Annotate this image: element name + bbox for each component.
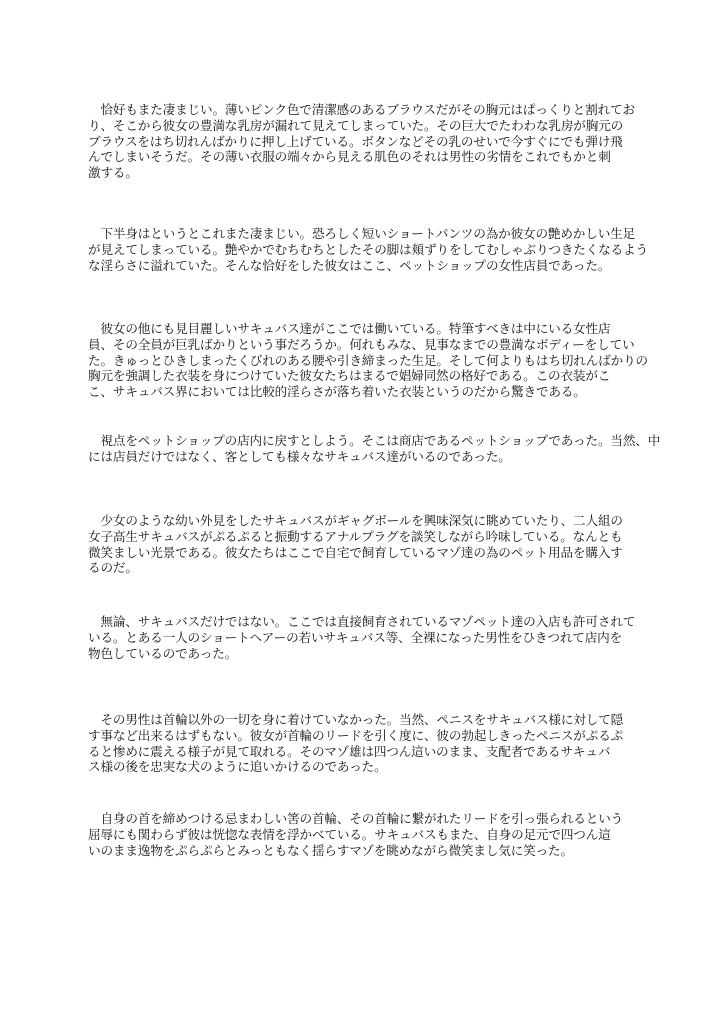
paragraph bbox=[88, 513, 648, 576]
text-line: 女子高生サキュバスがぷるぷると振動するアナルプラグを談笑しながら吟味している。なんとも bbox=[88, 528, 623, 544]
text-line: 微笑ましい光景である。彼女たちはここで自宅で飼育しているマゾ達の為のペット用品を購入す bbox=[88, 544, 623, 560]
text-line: いのまま逸物をぷらぷらとみっともなく揺らすマゾを眺めながら微笑まし気に笑った。 bbox=[88, 842, 573, 858]
paragraph bbox=[88, 614, 648, 661]
text-line: 員、その全員が巨乳ばかりという事だろうか。何れもみな、見事なまでの豊満なボディーをしてい bbox=[88, 336, 635, 352]
paragraph bbox=[88, 433, 661, 465]
text-line: 激する。 bbox=[88, 165, 138, 181]
text-line: な淫らさに溢れていた。そんな恰好をした彼女はここ、ペットショップの女性店員であった。 bbox=[88, 257, 611, 273]
text-line: た。きゅっとひきしまったくびれのある腰や引き締まった生足。そして何よりもはち切れんばかりの bbox=[88, 352, 648, 368]
text-line: その男性は首輪以外の一切を身に着けていなかった。当然、ペニスをサキュバス様に対して隠 bbox=[88, 712, 624, 727]
text-line: 自身の首を締めつける忌まわしい筈の首輪、その首輪に繋がれたリードを引っ張られるという bbox=[88, 811, 624, 826]
text-line: 彼女の他にも見目麗しいサキュバス達がここでは働いている。特筆すべきは中にいる女性店 bbox=[88, 321, 611, 336]
text-line: が見えてしまっている。艶やかでむちむちとしたその脚は頬ずりをしてむしゃぶりつきたくなるよう bbox=[88, 241, 648, 257]
text-line: 胸元を強調した衣装を身につけていた彼女たちはまるで娼婦同然の格好である。この衣装がこ bbox=[88, 368, 611, 384]
paragraph bbox=[88, 811, 648, 858]
text-line: 少女のような幼い外見をしたサキュバスがギャグボールを興味深気に眺めていたり、二人組の bbox=[88, 513, 623, 528]
text-line: いる。とある一人のショートヘアーの若いサキュバス等、全裸になった男性をひきつれて店内を bbox=[88, 629, 623, 645]
text-line: ると惨めに震える様子が見て取れる。そのマゾ雄は四つん這いのまま、支配者であるサキュバ bbox=[88, 743, 611, 759]
text-line: ブラウスをはち切れんばかりに押し上げている。ボタンなどその乳のせいで今すぐにでも弾け飛 bbox=[88, 133, 623, 149]
text-line: り、そこから彼女の豊満な乳房が漏れて見えてしまっていた。その巨大でたわわな乳房が胸元の bbox=[88, 117, 624, 133]
text-line: んでしまいそうだ。その薄い衣服の端々から見える肌色のそれは男性の劣情をこれでもかと刺 bbox=[88, 149, 611, 165]
text-line: 無論、サキュバスだけではない。ここでは直接飼育されているマゾペット達の入店も許可されて bbox=[88, 614, 636, 629]
text-line: には店員だけではなく、客としても様々なサキュバス達がいるのであった。 bbox=[88, 448, 511, 464]
text-line: す事など出来るはずもない。彼女が首輪のリードを引く度に、彼の勃起しきったペニスがぷるぷ bbox=[88, 727, 624, 743]
text-line: るのだ。 bbox=[88, 560, 138, 576]
text-line: 恰好もまた凄まじい。薄いピンク色で清潔感のあるブラウスだがその胸元はぱっくりと割れてお bbox=[88, 102, 635, 117]
text-line: 視点をペットショップの店内に戻すとしよう。そこは商店であるペットショップであった。当然、中 bbox=[88, 433, 661, 448]
paragraph bbox=[88, 102, 648, 181]
text-line: 下半身はというとこれまた凄まじい。恐ろしく短いショートパンツの為か彼女の艶めかしい生足 bbox=[88, 226, 636, 241]
paragraph bbox=[88, 321, 648, 400]
text-line: ス様の後を忠実な犬のように追いかけるのであった。 bbox=[88, 759, 387, 775]
paragraph bbox=[88, 712, 648, 775]
text-line: 屈辱にも関わらず彼は恍惚な表情を浮かべている。サキュバスもまた、自身の足元で四つん這 bbox=[88, 826, 611, 842]
text-line: 物色しているのであった。 bbox=[88, 645, 238, 661]
paragraph bbox=[88, 226, 648, 273]
text-line: こ、サキュバス界においては比較的淫らさが落ち着いた衣装というのだから驚きである。 bbox=[88, 384, 586, 400]
